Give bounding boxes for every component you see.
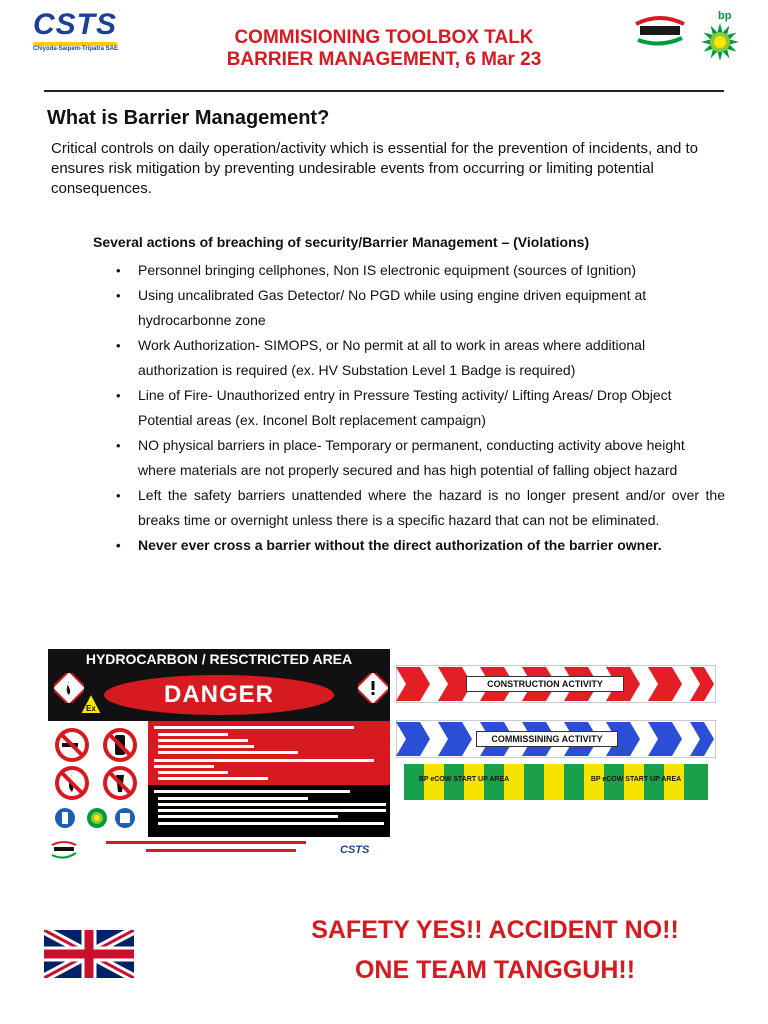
slogan-line-2: ONE TEAM TANGGUH!! xyxy=(354,956,636,984)
slogan-line-1: SAFETY YES!! ACCIDENT NO!! xyxy=(311,916,679,944)
startup-area-tape xyxy=(404,764,708,800)
title-line-2: BARRIER MANAGEMENT, 6 Mar 23 xyxy=(226,49,542,70)
no-entry-icon xyxy=(102,765,138,801)
danger-sign-top xyxy=(48,669,390,721)
violations-title: Several actions of breaching of security/Barrier Management – (Violations) xyxy=(93,234,590,250)
coverall-required-icon xyxy=(54,807,76,829)
csts-tagline: Chiyoda-Saipem-Tripatra SAE xyxy=(33,46,119,52)
uk-flag-icon xyxy=(44,930,134,978)
violations-list xyxy=(113,258,725,558)
list-item: • Line of Fire- Unauthorized entry in Pressure Testing activity/ Lifting Areas/ Drop Object Potential areas (ex. Inconel Bolt replacement campaign) xyxy=(113,383,725,433)
bp-helios-icon xyxy=(698,22,742,62)
hazard-warning-icon xyxy=(358,673,388,703)
intro-paragraph: Critical controls on daily operation/activity which is essential for the prevention of incidents, and to ensures risk mitigation by preventing undesirable events from occurring or limiting potential consequences. xyxy=(51,140,698,197)
safety-slogan xyxy=(240,910,750,990)
list-item: • Using uncalibrated Gas Detector/ No PGD while using engine driven equipment at hydrocarbonne zone xyxy=(113,283,725,333)
danger-sign-image xyxy=(48,649,390,867)
svg-text:CSTS: CSTS xyxy=(340,844,370,856)
csts-logo xyxy=(33,10,125,52)
construction-activity-label: CONSTRUCTION ACTIVITY xyxy=(466,676,624,692)
bp-wordmark: bp xyxy=(718,10,732,22)
title-line-1: COMMISIONING TOOLBOX TALK xyxy=(234,27,534,48)
danger-sign-footer xyxy=(48,837,390,867)
list-item: • Never ever cross a barrier without the direct authorization of the barrier owner. xyxy=(113,533,725,558)
document-header xyxy=(0,0,768,96)
list-item: • Work Authorization- SIMOPS, or No permit at all to work in areas where additional authorization is required (ex. HV Substation Level 1 Badge is required) xyxy=(113,333,725,383)
header-divider xyxy=(44,90,724,92)
no-smoking-icon xyxy=(54,727,90,763)
startup-area-label-1: BP eCOW START UP AREA xyxy=(418,776,510,783)
tangguh-logo xyxy=(632,14,688,48)
danger-label: DANGER xyxy=(104,675,334,715)
list-item: • Personnel bringing cellphones, Non IS electronic equipment (sources of Ignition) xyxy=(113,258,725,283)
sign-bp-icon xyxy=(86,807,108,829)
authorised-rules-text xyxy=(148,785,390,837)
forbidden-rules-text xyxy=(148,721,390,785)
list-item: • Left the safety barriers unattended where the hazard is no longer present and/or over the breaks time or overnight unless there is a specific hazard that can not be eliminated. xyxy=(113,483,725,533)
document-title xyxy=(180,27,588,71)
no-mobile-phone-icon xyxy=(102,727,138,763)
partner-logos xyxy=(632,10,744,62)
prohibition-icons xyxy=(48,721,148,837)
startup-area-label-2: BP eCOW START UP AREA xyxy=(590,776,682,783)
danger-sign-rules xyxy=(148,721,390,837)
explosive-atmosphere-icon xyxy=(78,691,104,717)
commissioning-activity-label: COMMISSINING ACTIVITY xyxy=(476,731,618,747)
bp-logo xyxy=(698,10,742,62)
danger-sign-footer-text xyxy=(48,837,390,867)
svg-text:Ex: Ex xyxy=(86,704,96,713)
construction-tape xyxy=(396,665,716,703)
csts-brand: CSTS xyxy=(33,8,118,41)
section-heading: What is Barrier Management? xyxy=(47,107,330,129)
commissioning-tape xyxy=(396,720,716,758)
list-item: • NO physical barriers in place- Temporary or permanent, conducting activity above height where materials are not properly secured and has high potential of falling object hazard xyxy=(113,433,725,483)
danger-sign-banner: HYDROCARBON / RESCTRICTED AREA xyxy=(48,649,390,669)
authorised-rules-panel xyxy=(148,785,390,837)
no-naked-flame-icon xyxy=(54,765,90,801)
authorization-required-icon xyxy=(114,807,136,829)
